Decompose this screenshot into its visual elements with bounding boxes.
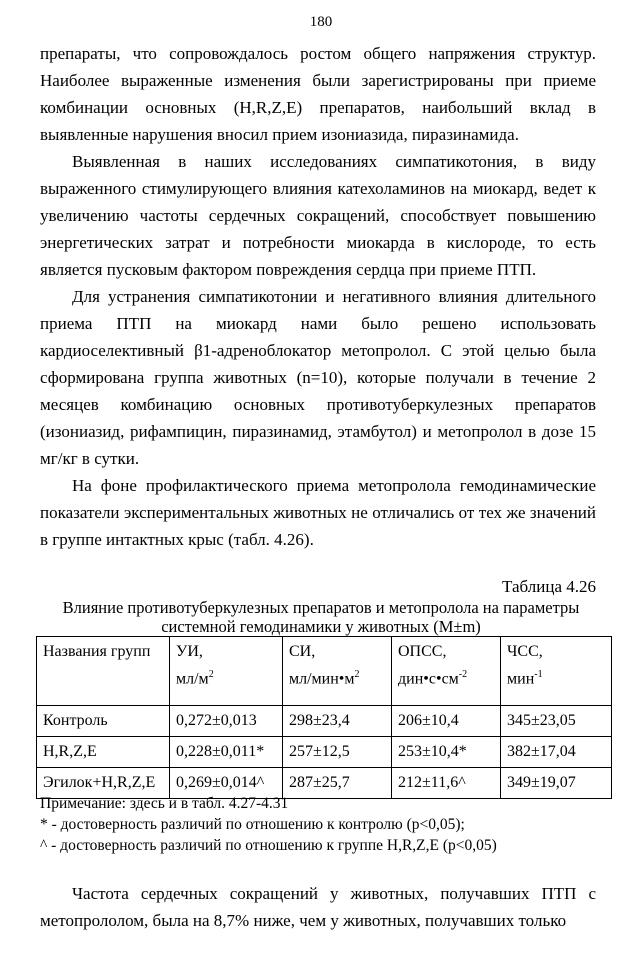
table-cell: 253±10,4* [392, 737, 501, 768]
paragraph-2: Выявленная в наших исследованиях симпатикотония, в виду выраженного стимулирующего влияния катехоламинов на миокард, ведет к увеличению частоты сердечных сокращений, способствует повышению энергетических затрат и потребности миокарда в кислороде, то есть является пусковым фактором повреждения сердца при приеме ПТП. [40, 152, 596, 279]
table-cell: 257±12,5 [283, 737, 392, 768]
table-cell: Эгилок+H,R,Z,E [37, 768, 170, 799]
header-chss [501, 637, 612, 706]
table-cell: 345±23,05 [501, 706, 612, 737]
table-note-1: Примечание: здесь и в табл. 4.27-4.31 [40, 795, 289, 812]
table-title-line-1: Влияние противотуберкулезных препаратов и метопролола на параметры [62, 598, 580, 617]
table-cell: H,R,Z,E [37, 737, 170, 768]
table-cell: 287±25,7 [283, 768, 392, 799]
paragraph-3: Для устранения симпатикотонии и негативного влияния длительного приема ПТП на миокард нами было решено использовать кардиоселективный β1-адреноблокатор метопролол. С этой целью была сформирована группа животных (n=10), которые получали в течение 2 месяцев комбинацию основных противотуберкулезных препаратов (изониазид, рифампицин, пиразинамид, этамбутол) и метопролол в дозе 15 мг/кг в сутки. [40, 287, 596, 468]
hemodynamics-table [36, 636, 612, 799]
table-cell: 298±23,4 [283, 706, 392, 737]
table-cell: 0,272±0,013 [170, 706, 283, 737]
table-title-line-2: системной гемодинамики у животных (M±m) [161, 617, 481, 636]
table-note-3: ^ - достоверность различий по отношению к группе H,R,Z,E (p<0,05) [40, 837, 497, 854]
table-row [37, 706, 612, 737]
header-opss [392, 637, 501, 706]
paragraph-1: препараты, что сопровождалось ростом общего напряжения структур. Наиболее выраженные изменения были зарегистрированы при приеме комбинации основных (H,R,Z,E) препаратов, наибольший вклад в выявленные нарушения вносил прием изониазида, пиразинамида. [40, 44, 596, 144]
paragraph-5: Частота сердечных сокращений у животных, получавших ПТП с метопрололом, была на 8,7% ниже, чем у животных, получавших только [40, 884, 596, 930]
table-cell: 212±11,6^ [392, 768, 501, 799]
table-cell: Контроль [37, 706, 170, 737]
table-header-row [37, 637, 612, 706]
header-ui [170, 637, 283, 706]
table-label: Таблица 4.26 [502, 577, 596, 596]
page-number: 180 [309, 14, 333, 30]
header-chss-label: ЧСС, [507, 643, 543, 660]
table-row [37, 737, 612, 768]
header-ui-sup: 2 [208, 669, 214, 680]
table-note-2: * - достоверность различий по отношению к контролю (p<0,05); [40, 816, 465, 833]
header-opss-sup: -2 [458, 669, 468, 680]
header-group: Названия групп [37, 637, 170, 706]
header-opss-label: ОПСС, [398, 643, 447, 660]
table-title [0, 598, 642, 636]
header-chss-sup: -1 [534, 669, 543, 680]
table-cell: 0,269±0,014^ [170, 768, 283, 799]
table-cell: 349±19,07 [501, 768, 612, 799]
final-text [40, 880, 596, 934]
header-si-unit: мл/мин•м [289, 670, 355, 688]
header-opss-unit: дин•с•см [398, 670, 459, 688]
table-cell: 206±10,4 [392, 706, 501, 737]
header-ui-unit: мл/м [176, 670, 209, 688]
table-cell: 0,228±0,011* [170, 737, 283, 768]
header-si-sup: 2 [354, 669, 360, 680]
table-cell: 382±17,04 [501, 737, 612, 768]
body-text [40, 40, 596, 553]
header-si [283, 637, 392, 706]
header-si-label: СИ, [289, 643, 316, 660]
header-chss-unit: мин [507, 670, 535, 688]
header-ui-label: УИ, [176, 643, 203, 660]
paragraph-4: На фоне профилактического приема метопролола гемодинамические показатели экспериментальных животных не отличались от тех же значений в группе интактных крыс (табл. 4.26). [40, 476, 596, 549]
